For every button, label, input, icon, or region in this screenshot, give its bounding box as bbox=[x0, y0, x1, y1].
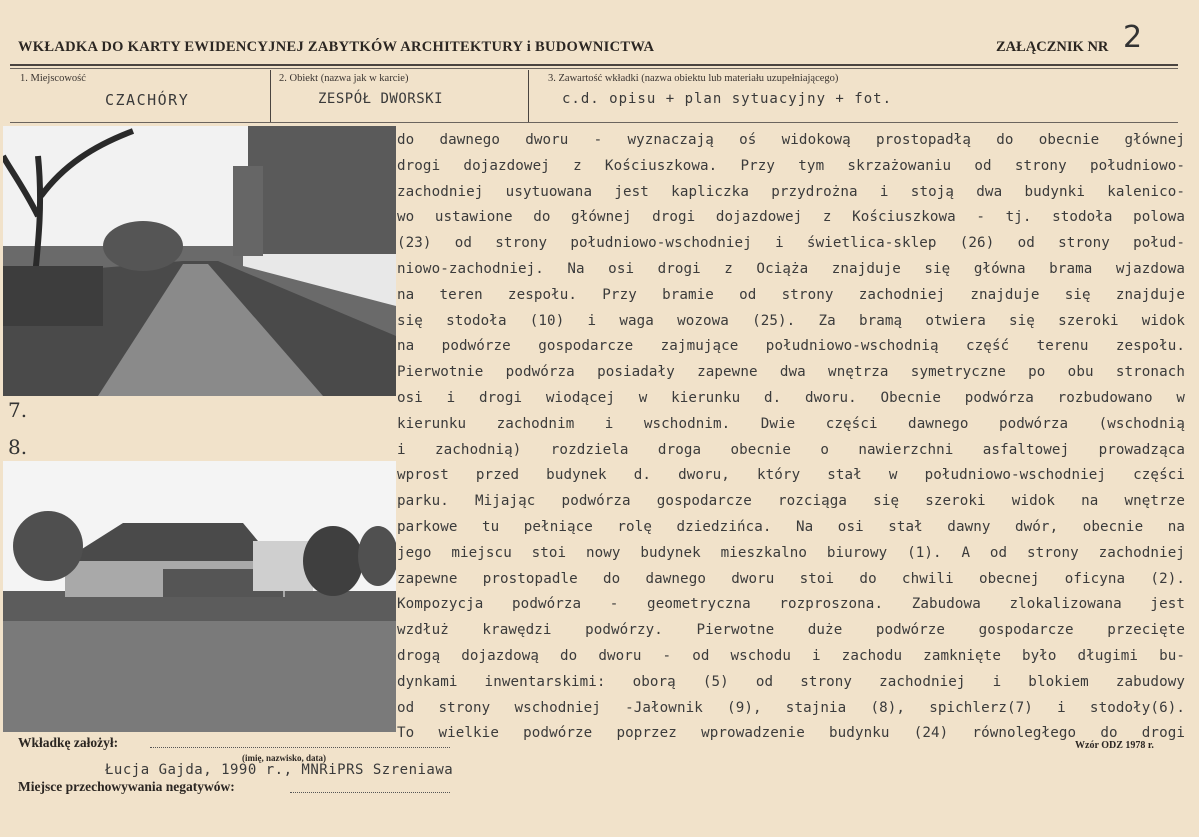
created-by-hint: (imię, nazwisko, data) bbox=[242, 753, 326, 763]
contents-label: 3. Zawartość wkładki (nazwa obiektu lub materiału uzupełniającego) bbox=[548, 73, 839, 84]
annex-number: 2 bbox=[1123, 20, 1143, 55]
contents-value: c.d. opisu + plan sytuacyjny + fot. bbox=[562, 91, 893, 107]
text-line: osi i drogi wiodącej w kierunku d. dworu. Obecnie podwórza rozbudowano w bbox=[397, 389, 1185, 406]
photo-farm-house bbox=[3, 461, 396, 732]
photo-marker-8: 8. bbox=[8, 435, 28, 459]
description-text bbox=[397, 128, 1185, 747]
text-line: parku. Mijając podwórza gospodarcze rozciąga się szeroki widok na wnętrze bbox=[397, 493, 1185, 510]
text-line: na teren zespołu. Przy bramie od strony zachodniej znajduje się znajduje bbox=[397, 286, 1185, 303]
text-line: Pierwotnie podwórza posiadały zapewne dwa wnętrza symetryczne po obu stronach bbox=[397, 364, 1185, 381]
text-line: zapewne prostopadle do dawnego dworu stoi do chwili obecnej oficyna (2). bbox=[397, 570, 1185, 587]
header-rule-thin bbox=[10, 68, 1178, 69]
text-line: od strony wschodniej -Jałownik (9), stajnia (8), spichlerz(7) i stodoły(6). bbox=[397, 699, 1185, 716]
locality-label: 1. Miejscowość bbox=[20, 73, 86, 84]
photo-marker-7: 7. bbox=[8, 398, 28, 422]
text-line: do dawnego dworu - wyznaczają oś widokową prostopadłą do obecnie głównej bbox=[397, 132, 1185, 148]
text-line: parkowe tu pełniące rolę dziedzińca. Na osi stał dawny dwór, obecnie na bbox=[397, 518, 1185, 535]
text-line: drogi dojazdowej z Kościuszkowa. Przy tym skrzażowaniu od strony południowo- bbox=[397, 157, 1185, 174]
header-rule bbox=[10, 64, 1178, 66]
text-line: Kompozycja podwórza - geometryczna rozproszona. Zabudowa zlokalizowana jest bbox=[397, 596, 1185, 613]
photo-road-with-fence bbox=[3, 126, 396, 396]
card-title: WKŁADKA DO KARTY EWIDENCYJNEJ ZABYTKÓW ARCHITEKTURY i BUDOWNICTWA bbox=[18, 39, 655, 55]
text-line: wprost przed budynek d. dworu, który stał w południowo-wschodniej części bbox=[397, 467, 1185, 484]
text-line: się stodoła (10) i waga wozowa (25). Za bramą otwiera się szeroki widok bbox=[397, 312, 1185, 329]
text-line: (23) od strony południowo-wschodniej i świetlica-sklep (26) od strony połud- bbox=[397, 235, 1185, 252]
text-line: zachodniej usytuowana jest kapliczka przydrożna i stoją dwa budynki kalenico- bbox=[397, 183, 1185, 200]
text-line: i zachodnią) rozdziela droga obecnie o nawierzchni asfaltowej prowadząca bbox=[397, 441, 1185, 458]
created-by-line bbox=[150, 747, 450, 748]
text-line: dynkami inwentarskimi: oborą (5) od strony zachodniej i blokiem zabudowy bbox=[397, 673, 1185, 690]
text-line: na podwórze gospodarcze zajmujące południowo-wschodnią część terenu zespołu. bbox=[397, 338, 1185, 355]
text-line: wo ustawione do głównej drogi dojazdowej z Kościuszkowa - tj. stodoła polowa bbox=[397, 209, 1185, 226]
text-line: kierunku zachodnim i wschodnim. Dwie części dawnego podwórza (wschodnią bbox=[397, 415, 1185, 432]
negatives-location-line bbox=[290, 792, 450, 793]
created-by-value: Łucja Gajda, 1990 r., MNRiPRS Szreniawa bbox=[105, 762, 454, 778]
created-by-label: Wkładkę założył: bbox=[18, 735, 119, 750]
locality-value: CZACHÓRY bbox=[105, 91, 190, 109]
annex-label: ZAŁĄCZNIK NR bbox=[996, 39, 1109, 55]
column-divider bbox=[270, 70, 271, 122]
text-line: To wielkie podwórze poprzez wprowadzenie budynku (24) równoległego do drogi bbox=[397, 725, 1185, 742]
text-line: wzdłuż krawędzi podwórzy. Pierwotne duże podwórze gospodarcze przecięte bbox=[397, 622, 1185, 639]
negatives-location-label: Miejsce przechowywania negatywów: bbox=[18, 779, 235, 794]
object-value: ZESPÓŁ DWORSKI bbox=[318, 91, 444, 107]
form-code: Wzór ODZ 1978 r. bbox=[1075, 740, 1154, 751]
text-line: niowo-zachodniej. Na osi drogi z Ociąża znajduje się główna brama wjazdowa bbox=[397, 260, 1185, 277]
text-line: drogą dojazdową do dworu - od wschodu i zachodu zamknięte było długimi bu- bbox=[397, 647, 1185, 664]
object-label: 2. Obiekt (nazwa jak w karcie) bbox=[279, 73, 409, 84]
fields-rule bbox=[10, 122, 1178, 123]
text-line: jego miejscu stoi nowy budynek mieszkalno biurowy (1). A od strony zachodniej bbox=[397, 544, 1185, 561]
column-divider bbox=[528, 70, 529, 122]
